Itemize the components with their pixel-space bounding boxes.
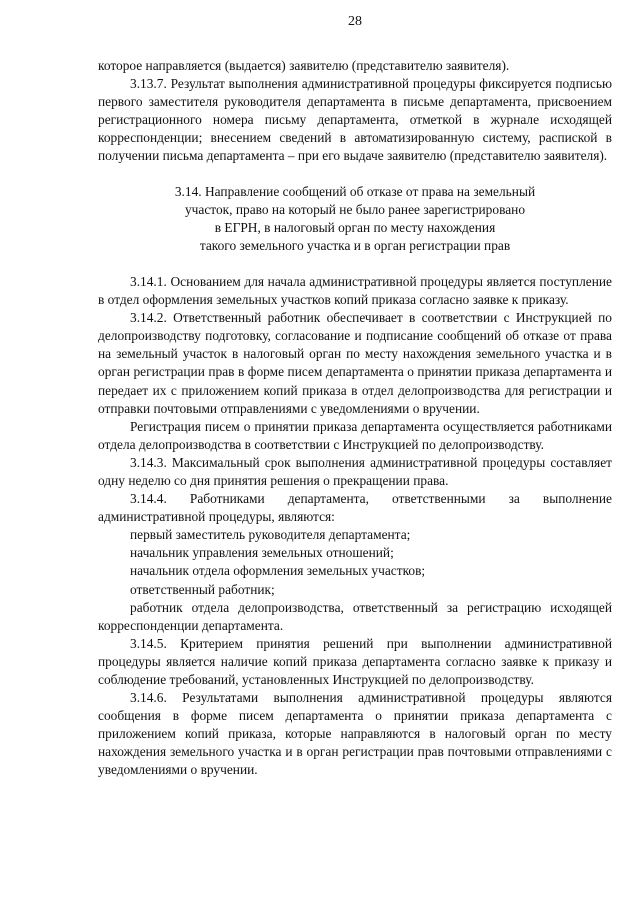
paragraph-3-14-3: 3.14.3. Максимальный срок выполнения административной процедуры составляет одну неделю со дня принятия решения о прекращении права. — [98, 454, 612, 488]
paragraph-registration: Регистрация писем о принятии приказа департамента осуществляется работниками отдела делопроизводства в соответствии с Инструкцией по делопроизводству. — [98, 418, 612, 452]
list-item: начальник отдела оформления земельных участков; — [130, 563, 426, 579]
list-item: ответственный работник; — [130, 581, 275, 597]
paragraph-3-14-4: 3.14.4. Работниками департамента, ответственными за выполнение административной процедуры, являются: — [98, 491, 612, 525]
list-item: начальник управления земельных отношений; — [130, 545, 394, 561]
page-number: 28 — [348, 14, 362, 29]
section-heading-line: 3.14. Направление сообщений об отказе от права на земельный — [174, 183, 536, 199]
list-item: работник отдела делопроизводства, ответственный за регистрацию исходящей корреспонденции департамента. — [98, 599, 612, 633]
paragraph-3-14-6: 3.14.6. Результатами выполнения административной процедуры являются сообщения в форме писем департамента о принятии приказа департамента с приложением копий приказа, которые направляются в налоговый орган по месту нахождения земельного участка и в орган регистрации прав почтовыми отправлениями с уведомлениями о вручении. — [98, 690, 612, 778]
list-item: первый заместитель руководителя департамента; — [130, 527, 411, 543]
paragraph-3-14-5: 3.14.5. Критерием принятия решений при выполнении административной процедуры является наличие копий приказа департамента согласно заявке к приказу и соблюдение требований, установленных Инструкцией по делопроизводству. — [98, 635, 612, 687]
section-heading-line: такого земельного участка и в орган регистрации прав — [199, 237, 511, 253]
paragraph-3-14-1: 3.14.1. Основанием для начала административной процедуры является поступление в отдел оформления земельных участков копий приказа согласно заявке к приказу. — [98, 273, 612, 308]
section-heading-line: участок, право на который не было ранее зарегистрировано — [184, 201, 526, 217]
document-body — [98, 57, 612, 780]
paragraph-3-14-2: 3.14.2. Ответственный работник обеспечивает в соответствии с Инструкцией по делопроизводству подготовку, согласование и подписание сообщений об отказе от права на земельный участок в налоговый орган по месту нахождения земельного участка и в орган регистрации прав в форме писем департамента о принятии приказа департамента и передает их с приложением копий приказа в отдел делопроизводства для регистрации и отправки почтовыми отправлениями с уведомлениями о вручении. — [98, 310, 612, 416]
responsible-list — [98, 526, 612, 635]
paragraph-continuation: которое направляется (выдается) заявителю (представителю заявителя). — [98, 58, 510, 73]
section-heading-3-14 — [98, 183, 612, 255]
paragraph-3-13-7: 3.13.7. Результат выполнения административной процедуры фиксируется подписью первого заместителя руководителя департамента в письме департамента, присвоением регистрационного номера письму департамента, отметкой в журнале исходящей корреспонденции; внесением сведений в автоматизированную систему, распиской в получении письма департамента – при его выдаче заявителю (представителю заявителя). — [98, 76, 612, 164]
section-heading-line: в ЕГРН, в налоговый орган по месту нахождения — [214, 219, 496, 235]
